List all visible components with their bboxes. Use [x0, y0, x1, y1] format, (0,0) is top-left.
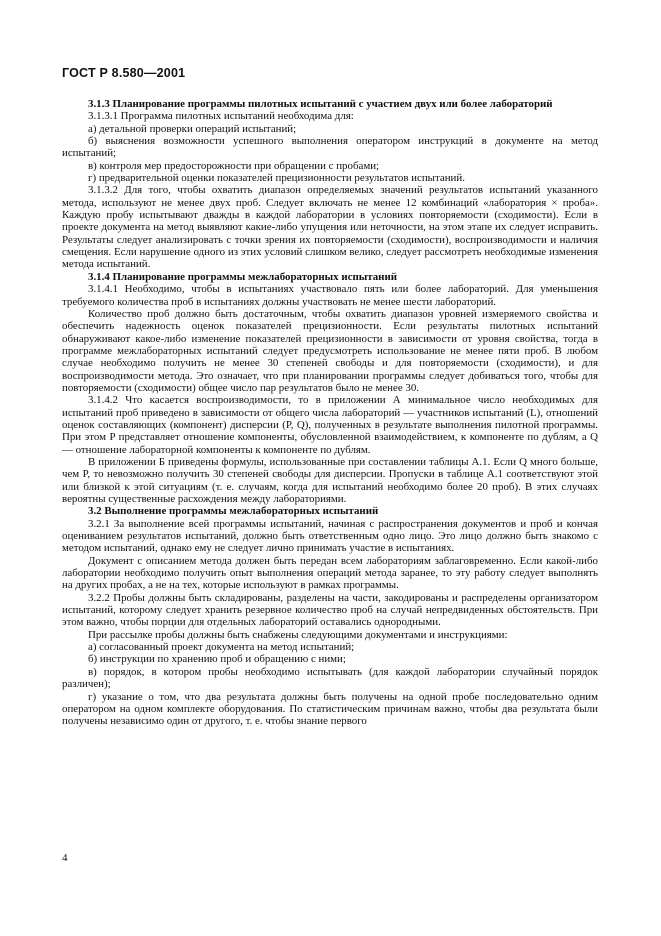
paragraph: 3.1.3.1 Программа пилотных испытаний необходима для:	[88, 110, 354, 123]
page-number: 4	[62, 852, 68, 864]
paragraph: 3.2.1 За выполнение всей программы испытаний, начиная с распространения документов и проб и кончая оцениванием результатов испытаний, должно быть ответственным одно лицо. Это лицо должно быть знакомо с методом испытаний, однако ему не следует лично принимать участие в испытаниях.	[62, 517, 598, 555]
list-item: г) указание о том, что два результата должны быть получены на одной пробе последовательно одним оператором на одном комплекте оборудования. По статистическим причинам важно, чтобы два результата были получены независимо один от другого, т. е. чтобы знание первого	[62, 690, 598, 728]
document-header: ГОСТ Р 8.580—2001	[62, 66, 186, 80]
section-heading: 3.1.3 Планирование программы пилотных испытаний с участием двух или более лабораторий	[88, 98, 553, 110]
list-item: г) предварительной оценки показателей прецизионности результатов испытаний.	[88, 172, 465, 185]
section-heading: 3.1.4 Планирование программы межлабораторных испытаний	[88, 270, 397, 283]
list-item: а) согласованный проект документа на метод испытаний;	[88, 641, 355, 654]
list-item: б) инструкции по хранению проб и обращению с ними;	[88, 653, 346, 666]
paragraph: При рассылке пробы должны быть снабжены следующими документами и инструкциями:	[88, 628, 508, 641]
document-body	[62, 98, 598, 728]
list-item: а) детальной проверки операций испытаний;	[88, 122, 297, 135]
paragraph: 3.2.2 Пробы должны быть складированы, разделены на части, закодированы и распределены организатором испытаний, которому следует хранить резервное количество проб на случай непредвиденных обстоятельств. При этом важно, чтобы порции для отдельных лабораторий оставались однородными.	[62, 591, 598, 629]
list-item: в) порядок, в котором пробы необходимо испытывать (для каждой лаборатории случайный порядок различен);	[62, 665, 598, 691]
list-item: в) контроля мер предосторожности при обращении с пробами;	[88, 159, 380, 172]
list-item: б) выяснения возможности успешного выполнения оператором инструкций в документе на метод испытаний;	[62, 135, 598, 160]
paragraph: 3.1.4.1 Необходимо, чтобы в испытаниях участвовало пять или более лабораторий. Для уменьшения требуемого количества проб в испытаниях должны участвовать не менее шести лабораторий.	[62, 283, 598, 308]
paragraph: Количество проб должно быть достаточным, чтобы охватить диапазон уровней измеряемого свойства и обеспечить надежность оценок показателей прецизионности. Если результаты пилотных испытаний обнаруживают какое-либо изменение показателей прецизионности в зависимости от уровня свойства, тогда в программе межлабораторных испытаний следует предусмотреть использование не менее пяти проб. В любом случае необходимо получить не менее 30 степеней свободы и для повторяемости (сходимости), и для воспроизводимости метода. Это означает, что при планировании программы следует добиваться того, чтобы для повторяемости (сходимости) общее число пар результатов было не менее 30.	[62, 307, 598, 394]
section-heading: 3.2 Выполнение программы межлабораторных испытаний	[88, 505, 379, 518]
paragraph: 3.1.3.2 Для того, чтобы охватить диапазон определяемых значений результатов испытаний указанного метода, используют не менее двух проб. Следует включать не менее 12 комбинаций «лаборатория × проба». Каждую пробу испытывают дважды в каждой лаборатории в условиях повторяемости (сходимости). Если в проекте документа на метод выявляют какие-либо упущения или неточности, на этом этапе их следует исправить. Результаты следует анализировать с точки зрения их повторяемости (сходимости), воспроизводимости и наличия смещения. Если нарушение одного из этих условий слишком велико, следует рассмотреть необходимые изменения метода испытаний.	[62, 184, 598, 271]
paragraph: В приложении Б приведены формулы, использованные при составлении таблицы А.1. Если Q много больше, чем P, то невозможно получить 30 степеней свободы для дисперсии. Пропуски в таблице А.1 соответствуют этой или близкой к этой ситуациям (т. е. случаям, когда для испытаний необходимо более 20 проб). В этих случаях вероятны существенные расхождения между лабораториями.	[62, 455, 598, 505]
paragraph: Документ с описанием метода должен быть передан всем лабораториям заблаговременно. Если какой-либо лаборатории необходимо получить опыт выполнения операций метода заранее, то эту работу следует выполнять на других пробах, а не на тех, которые используют в рамках программы.	[62, 554, 598, 592]
paragraph: 3.1.4.2 Что касается воспроизводимости, то в приложении А минимальное число необходимых для испытаний проб приведено в зависимости от общего числа лабораторий — участников испытаний (L), отношений оценок составляющих (компонент) дисперсии (P, Q), полученных в результате выполнения пилотной программы. При этом P представляет отношение компоненты, обусловленной взаимодействием, к компоненте по дублям, а Q — отношение лабораторной компоненты к компоненте по дублям.	[62, 394, 598, 456]
